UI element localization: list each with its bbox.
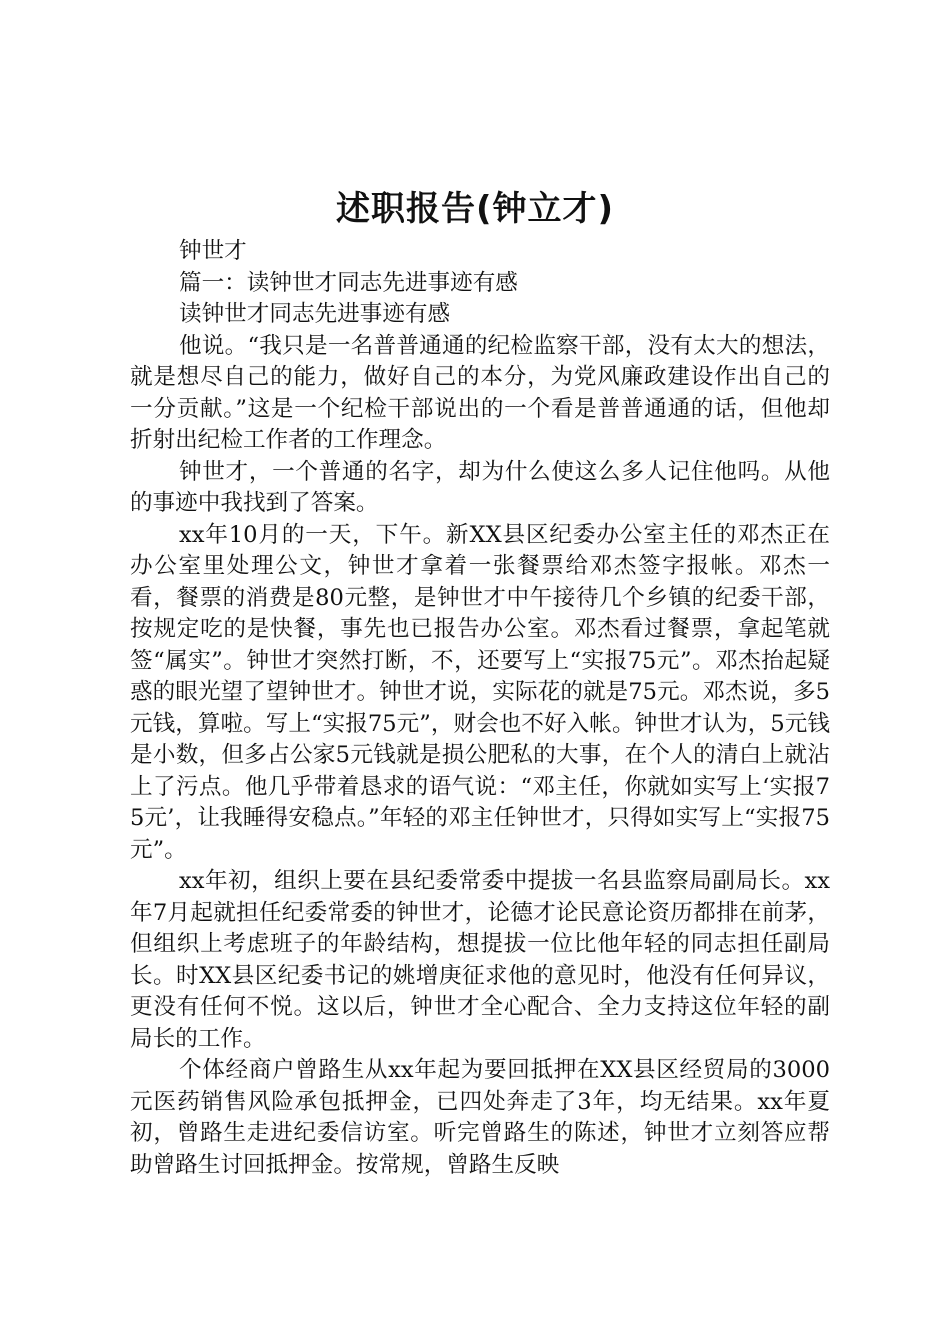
section-heading: 读钟世才同志先进事迹有感 bbox=[179, 301, 451, 327]
paragraph: 个体经商户曾路生从xx年起为要回抵押在XX县区经贸局的3000元医药销售风险承包抵押金，已四处奔走了3年，均无结果。xx年夏初，曾路生走进纪委信访室。听完曾路生的陈述，钟世才立刻答应帮助曾路生讨回抵押金。按常规，曾路生反映 bbox=[130, 1057, 830, 1178]
paragraph: 他说。“我只是一名普普通通的纪检监察干部，没有太大的想法，就是想尽自己的能力，做好自己的本分，为党风廉政建设作出自己的一分贡献。”这是一个纪检干部说出的一个看是普普通通的话，但他却折射出纪检工作者的工作理念。 bbox=[130, 332, 830, 453]
document-title: 述职报告(钟立才) bbox=[335, 189, 615, 229]
document-body bbox=[130, 236, 830, 1181]
author-line: 钟世才 bbox=[179, 238, 247, 264]
chapter-heading: 篇一：读钟世才同志先进事迹有感 bbox=[179, 269, 518, 296]
paragraph: xx年10月的一天，下午。新XX县区纪委办公室主任的邓杰正在办公室里处理公文，钟世才拿着一张餐票给邓杰签字报帐。邓杰一看，餐票的消费是80元整，是钟世才中午接待几个乡镇的纪委干部，按规定吃的是快餐，事先也已报告办公室。邓杰看过餐票，拿起笔就签“属实”。钟世才突然打断，不，还要写上“实报75元”。邓杰抬起疑惑的眼光望了望钟世才。钟世才说，实际花的就是75元。邓杰说，多5元钱，算啦。写上“实报75元”，财会也不好入帐。钟世才认为，5元钱是小数，但多占公家5元钱就是损公肥私的大事，在个人的清白上就沾上了污点。他几乎带着恳求的语气说：“邓主任，你就如实写上‘实报75元’，让我睡得安稳点。”年轻的邓主任钟世才，只得如实写上“实报75元”。 bbox=[130, 521, 830, 863]
paragraph: 钟世才，一个普通的名字，却为什么使这么多人记住他吗。从他的事迹中我找到了答案。 bbox=[130, 458, 830, 516]
paragraph: xx年初，组织上要在县纪委常委中提拔一名县监察局副局长。xx年7月起就担任纪委常委的钟世才，论德才论民意论资历都排在前茅，但组织上考虑班子的年龄结构，想提拔一位比他年轻的同志担任副局长。时XX县区纪委书记的姚增庚征求他的意见时，他没有任何异议，更没有任何不悦。这以后，钟世才全心配合、全力支持这位年轻的副局长的工作。 bbox=[130, 868, 830, 1052]
